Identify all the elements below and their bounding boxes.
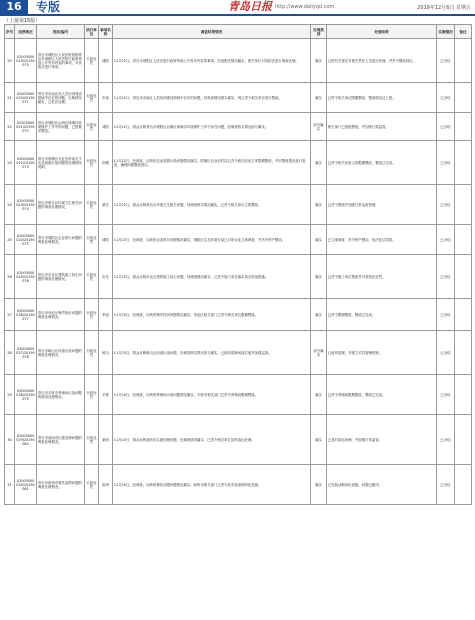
- table-row: [5, 225, 472, 255]
- case-number: 23: [5, 141, 15, 185]
- finding-type: 属实: [311, 141, 327, 185]
- case-unit: 黄岛: [99, 185, 113, 225]
- implementation-status: 已办结: [437, 113, 455, 141]
- case-unit: 市北: [99, 255, 113, 299]
- remarks-cell: [455, 225, 472, 255]
- section-title: 专版: [36, 0, 61, 14]
- remarks-cell: [455, 255, 472, 299]
- handling-result: 已及时清运处理，并加强日常监管。: [327, 415, 437, 465]
- case-number: 22: [5, 113, 15, 141]
- column-header: 实施情况: [437, 25, 455, 39]
- table-row: [5, 39, 472, 83]
- finding-type: 部分属实: [311, 331, 327, 375]
- remarks-cell: [455, 375, 472, 415]
- remarks-cell: [455, 299, 472, 331]
- page-number: 16: [0, 0, 28, 14]
- finding-type: 属实: [311, 185, 327, 225]
- case-unit: 胶州: [99, 465, 113, 505]
- case-number: 25: [5, 225, 15, 255]
- header-divider: [0, 14, 475, 16]
- case-code: X2000000026/20190077: [15, 299, 37, 331]
- investigation-text: 11月23日，经调查，反映的企业排污问题情况属实，城阳区生态环境分局已对该企业立案调查，并责令停产整治。: [113, 225, 311, 255]
- case-category: 行政处罚: [85, 299, 99, 331]
- handling-result: 已责令相关经营主体限期整改，整改已完成。: [327, 141, 437, 185]
- handling-result: 已安装油烟净化设施，问题已解决。: [327, 465, 437, 505]
- handling-result: 已按有关规定对相关责任人员进行处理，并责令整改到位。: [327, 39, 437, 83]
- case-summary: 青岛市黄岛区环境卫生相关问题的调查处理情况。: [37, 185, 85, 225]
- handling-result: 已责令养殖场限期整改，整改已完成。: [327, 375, 437, 415]
- implementation-status: 已办结: [437, 83, 455, 113]
- implementation-status: 已办结: [437, 375, 455, 415]
- investigation-text: 11月23日，群众反映市北区建筑施工扬尘问题，经调查情况属实，已责令施工单位落实扬尘防治措施。: [113, 255, 311, 299]
- case-code: X2000000025/20190076: [15, 255, 37, 299]
- case-unit: 即墨: [99, 141, 113, 185]
- table-row: [5, 113, 472, 141]
- column-header: 类别/编号: [37, 25, 85, 39]
- case-code: X2000000024/20190075: [15, 225, 37, 255]
- case-category: 行政处罚: [85, 83, 99, 113]
- case-number: 26: [5, 255, 15, 299]
- case-code: X2000000022/20190073: [15, 141, 37, 185]
- investigation-text: 11月22日，青岛市城阳区人民法院行政审判庭公开发布内容的事项，经查相关情况属实，相关单位对其依法进行调查处理。: [113, 39, 311, 83]
- remarks-cell: [455, 113, 472, 141]
- finding-type: 属实: [311, 299, 327, 331]
- case-summary: 青岛市李沧区噪声扰民问题的调查处理情况。: [37, 299, 85, 331]
- website-url: http://www.dailyqd.com: [275, 4, 335, 10]
- column-header: 序号: [5, 25, 15, 39]
- case-category: 行政处罚: [85, 465, 99, 505]
- implementation-status: 已办结: [437, 225, 455, 255]
- newspaper-logo: 青岛日报: [228, 0, 272, 13]
- handling-result: 已责令限期整改，整改已完成。: [327, 299, 437, 331]
- remarks-cell: [455, 141, 472, 185]
- case-category: 行政处罚: [85, 141, 99, 185]
- table-row: [5, 331, 472, 375]
- handling-result: 已责令施工单位整改并对其依法处罚。: [327, 255, 437, 299]
- case-summary: 青岛市城阳区人民法院依据青岛市城阳区人民法院行政审判庭公开发布内容的事项，对其依法进行审查。: [37, 39, 85, 83]
- investigation-text: 11月24日，经调查，反映的餐饮油烟问题情况属实，胶州市相关部门已责令其安装油烟净化设施。: [113, 465, 311, 505]
- case-summary: 青岛市城阳区沿海区域海洋环境保护工作中的问题，已按要求整改。: [37, 113, 85, 141]
- investigation-text: 11月22日，青岛市市南区人员培训建设领域中存在的问题，经核查情况基本属实，现已责令相关单位进行整改。: [113, 83, 311, 113]
- table-row: [5, 185, 472, 225]
- implementation-status: 已办结: [437, 331, 455, 375]
- finding-type: 属实: [311, 83, 327, 113]
- table-row: [5, 255, 472, 299]
- case-category: 行政处罚: [85, 39, 99, 83]
- case-unit: 莱西: [99, 415, 113, 465]
- implementation-status: 已办结: [437, 141, 455, 185]
- investigation-text: 11月23日，群众反映崂山区河道污染问题，经调查核实情况部分属实，已组织清理河道垃圾并加强巡查。: [113, 331, 311, 375]
- case-unit: 城阳: [99, 39, 113, 83]
- continued-note: （上接第15版）: [4, 18, 41, 24]
- case-category: 行政处罚: [85, 185, 99, 225]
- investigation-text: 11月22日，经调查，反映的农业面源污染问题情况属实，即墨区农业农村局已责令相关经营主体限期整改，并对整改情况进行复查，确保问题整改到位。: [113, 141, 311, 185]
- case-summary: 青岛市崂山区河道污染问题的调查处理情况。: [37, 331, 85, 375]
- case-category: 行政处罚: [85, 331, 99, 375]
- table-row: [5, 299, 472, 331]
- implementation-status: 已办结: [437, 465, 455, 505]
- handling-result: 相关部门已督促整改，并加强日常监管。: [327, 113, 437, 141]
- case-category: 行政处罚: [85, 255, 99, 299]
- case-category: 行政处罚: [85, 415, 99, 465]
- table-header-row: [5, 25, 472, 39]
- handling-result: 已组织清理，并建立长效管理机制。: [327, 331, 437, 375]
- investigation-text: 11月24日，经调查，反映的养殖场污染问题情况属实，平度市相关部门已责令养殖场限期整改。: [113, 375, 311, 415]
- case-summary: 青岛市即墨区农业农村局关于农业面源污染问题的处理情况说明。: [37, 141, 85, 185]
- remarks-cell: [455, 465, 472, 505]
- case-unit: 城阳: [99, 113, 113, 141]
- column-header: 法律规定: [15, 25, 37, 39]
- case-code: X2000000019/20190070: [15, 39, 37, 83]
- remarks-cell: [455, 185, 472, 225]
- case-number: 21: [5, 83, 15, 113]
- implementation-status: 已办结: [437, 255, 455, 299]
- case-summary: 青岛市市北区建筑施工扬尘问题的调查处理情况。: [37, 255, 85, 299]
- case-number: 20: [5, 39, 15, 83]
- case-summary: 青岛市胶州市餐饮油烟问题的调查处理情况。: [37, 465, 85, 505]
- case-code: X2000000029/20190080: [15, 415, 37, 465]
- case-number: 24: [5, 185, 15, 225]
- case-table: [4, 24, 472, 505]
- investigation-text: 11月24日，群众反映莱西市垃圾处理问题，经调查情况属实，已责令相关单位及时清运处理。: [113, 415, 311, 465]
- case-code: X2000000023/20190074: [15, 185, 37, 225]
- remarks-cell: [455, 331, 472, 375]
- table-row: [5, 83, 472, 113]
- finding-type: 属实: [311, 225, 327, 255]
- case-code: X2000000021/20190072: [15, 113, 37, 141]
- table-row: [5, 375, 472, 415]
- page-header: [0, 0, 475, 14]
- case-number: 28: [5, 331, 15, 375]
- column-header: 处理类别: [311, 25, 327, 39]
- finding-type: 属实: [311, 415, 327, 465]
- table-row: [5, 141, 472, 185]
- case-unit: 平度: [99, 375, 113, 415]
- case-number: 27: [5, 299, 15, 331]
- case-category: 行政处罚: [85, 113, 99, 141]
- case-unit: 市南: [99, 83, 113, 113]
- case-summary: 青岛市平度市养殖场污染问题的调查处理情况。: [37, 375, 85, 415]
- case-category: 行政处罚: [85, 225, 99, 255]
- issue-date: 2019年12月6日 星期五: [417, 5, 471, 11]
- finding-type: 部分属实: [311, 113, 327, 141]
- implementation-status: 已办结: [437, 185, 455, 225]
- case-code: X2000000030/20190081: [15, 465, 37, 505]
- case-summary: 青岛市市南区在人员培训建设领域中存在的问题，反映情况属实，已依法处理。: [37, 83, 85, 113]
- case-unit: 李沧: [99, 299, 113, 331]
- case-category: 行政处罚: [85, 375, 99, 415]
- remarks-cell: [455, 415, 472, 465]
- case-code: X2000000027/20190078: [15, 331, 37, 375]
- handling-result: 已立案调查，责令停产整治，依法处以罚款。: [327, 225, 437, 255]
- investigation-text: 11月22日，群众反映黄岛区环境卫生相关问题，经调查核实情况属实，已责令相关单位立即整改。: [113, 185, 311, 225]
- case-number: 30: [5, 415, 15, 465]
- finding-type: 属实: [311, 465, 327, 505]
- case-number: 31: [5, 465, 15, 505]
- column-header: 处理结果: [327, 25, 437, 39]
- implementation-status: 已办结: [437, 415, 455, 465]
- case-code: X2000000020/20190071: [15, 83, 37, 113]
- column-header: 备注: [455, 25, 472, 39]
- case-unit: 崂山: [99, 331, 113, 375]
- implementation-status: 已办结: [437, 39, 455, 83]
- case-summary: 青岛市莱西市垃圾处理问题的调查处理情况。: [37, 415, 85, 465]
- case-unit: 城阳: [99, 225, 113, 255]
- investigation-text: 11月23日，经调查，反映的噪声扰民问题情况属实，李沧区相关部门已责令相关单位限期整改。: [113, 299, 311, 331]
- table-row: [5, 465, 472, 505]
- remarks-cell: [455, 83, 472, 113]
- case-summary: 青岛市城阳区企业排污问题的调查处理情况。: [37, 225, 85, 255]
- case-code: X2000000028/20190079: [15, 375, 37, 415]
- column-header: 事项名称: [99, 25, 113, 39]
- finding-type: 属实: [311, 39, 327, 83]
- finding-type: 属实: [311, 375, 327, 415]
- remarks-cell: [455, 39, 472, 83]
- handling-result: 已责令相关单位限期整改，整改情况已上报。: [327, 83, 437, 113]
- implementation-status: 已办结: [437, 299, 455, 331]
- handling-result: 已责令整改并加强日常巡查管理。: [327, 185, 437, 225]
- investigation-text: 11月22日，群众反映青岛市城阳区沿海区域海洋环境保护工作中存在问题，经调查核实情况部分属实。: [113, 113, 311, 141]
- finding-type: 属实: [311, 255, 327, 299]
- column-header: 执行单位: [85, 25, 99, 39]
- case-number: 29: [5, 375, 15, 415]
- table-row: [5, 415, 472, 465]
- column-header: 调查结果情况: [113, 25, 311, 39]
